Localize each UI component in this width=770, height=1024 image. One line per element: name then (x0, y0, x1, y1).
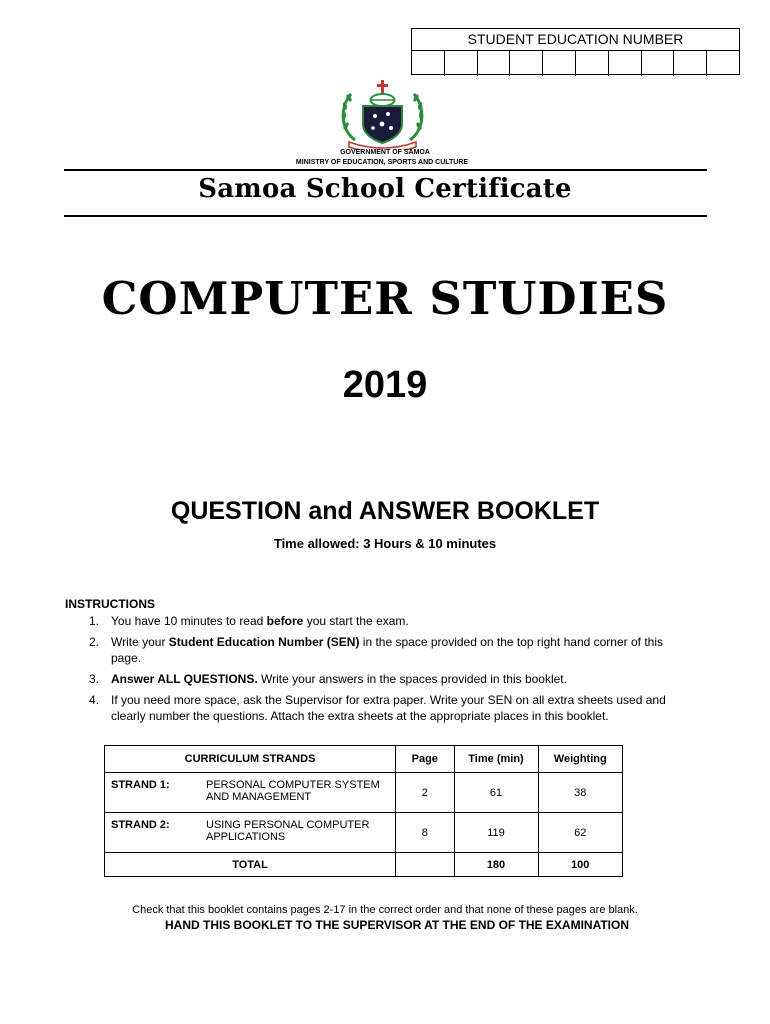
strand-description: PERSONAL COMPUTER SYSTEM AND MANAGEMENT (206, 779, 380, 803)
weighting-cell: 38 (538, 773, 623, 813)
total-page-cell (396, 853, 454, 877)
strand-cell (105, 813, 396, 853)
total-weighting: 100 (538, 853, 623, 877)
table-row (105, 773, 623, 813)
strand-label: STRAND 2: (111, 819, 170, 831)
certificate-title: Samoa School Certificate (198, 174, 572, 204)
instruction-text (111, 634, 695, 666)
strand-cell (105, 773, 396, 813)
table-total-row (105, 853, 623, 877)
instruction-text (111, 671, 695, 687)
sen-cell[interactable] (576, 51, 609, 76)
instruction-item (65, 671, 695, 687)
time-cell: 61 (454, 773, 538, 813)
instructions-list (65, 613, 695, 729)
time-allowed: Time allowed: 3 Hours & 10 minutes (273, 536, 497, 551)
instruction-item (65, 613, 695, 629)
sen-cell[interactable] (674, 51, 707, 76)
sen-cell[interactable] (510, 51, 543, 76)
instruction-item (65, 634, 695, 666)
strand-label: STRAND 1: (111, 779, 170, 791)
weighting-cell: 62 (538, 813, 623, 853)
column-header-time: Time (min) (454, 746, 538, 773)
column-header-weighting: Weighting (538, 746, 623, 773)
page-cell: 8 (396, 813, 454, 853)
instruction-text (111, 613, 695, 629)
table-row (105, 813, 623, 853)
hand-in-instruction: HAND THIS BOOKLET TO THE SUPERVISOR AT THE END OF THE EXAMINATION (164, 918, 630, 932)
instruction-number: 1. (88, 614, 99, 628)
table-header-row (105, 746, 623, 773)
instruction-text-part: in the space provided on the top right hand corner of this page. (111, 635, 663, 665)
sen-cell[interactable] (445, 51, 478, 76)
instruction-text-part: You have 10 minutes to read (111, 614, 267, 628)
instruction-number: 3. (88, 672, 99, 686)
total-time: 180 (454, 853, 538, 877)
sen-cells (412, 51, 739, 76)
booklet-title: QUESTION and ANSWER BOOKLET (170, 497, 600, 525)
instruction-text-part: Write your (111, 635, 169, 649)
instructions-heading: INSTRUCTIONS (65, 597, 155, 611)
subject-title: COMPUTER STUDIES (101, 272, 669, 325)
instruction-text-bold: before (266, 614, 304, 628)
column-header-page: Page (396, 746, 454, 773)
column-header-strands: CURRICULUM STRANDS (105, 746, 396, 773)
divider (64, 215, 707, 217)
sen-cell[interactable] (478, 51, 511, 76)
samoa-coat-of-arms-icon (335, 78, 430, 150)
divider (64, 169, 707, 171)
instruction-text-part: you start the exam. (303, 614, 409, 628)
total-label: TOTAL (105, 853, 396, 877)
page-check-note: Check that this booklet contains pages 2-17 in the correct order and that none of these pages are blank. (132, 904, 638, 916)
government-label: GOVERNMENT OF SAMOA (340, 149, 430, 156)
instruction-number: 4. (88, 693, 99, 707)
instruction-text (111, 692, 695, 724)
ministry-label: MINISTRY OF EDUCATION, SPORTS AND CULTURE (295, 159, 469, 166)
sen-cell[interactable] (642, 51, 675, 76)
instruction-text-bold: Student Education Number (SEN) (168, 635, 360, 649)
sen-cell[interactable] (412, 51, 445, 76)
page-cell: 2 (396, 773, 454, 813)
sen-title: STUDENT EDUCATION NUMBER (412, 29, 739, 51)
instruction-text-bold: Answer ALL QUESTIONS. (111, 672, 258, 686)
strand-description: USING PERSONAL COMPUTER APPLICATIONS (206, 819, 370, 843)
sen-cell[interactable] (707, 51, 739, 76)
exam-year: 2019 (342, 364, 428, 406)
instruction-number: 2. (88, 635, 99, 649)
instruction-item (65, 692, 695, 724)
curriculum-strands-table (104, 745, 623, 877)
sen-cell[interactable] (609, 51, 642, 76)
time-cell: 119 (454, 813, 538, 853)
instruction-text-part: If you need more space, ask the Supervisor for extra paper. Write your SEN on all extra sheets used and clearly number the questions. Attach the extra sheets at the appropriate places in this booklet. (111, 693, 666, 723)
sen-cell[interactable] (543, 51, 576, 76)
sen-box (411, 28, 740, 75)
instruction-text-part: Write your answers in the spaces provided in this booklet. (257, 672, 567, 686)
